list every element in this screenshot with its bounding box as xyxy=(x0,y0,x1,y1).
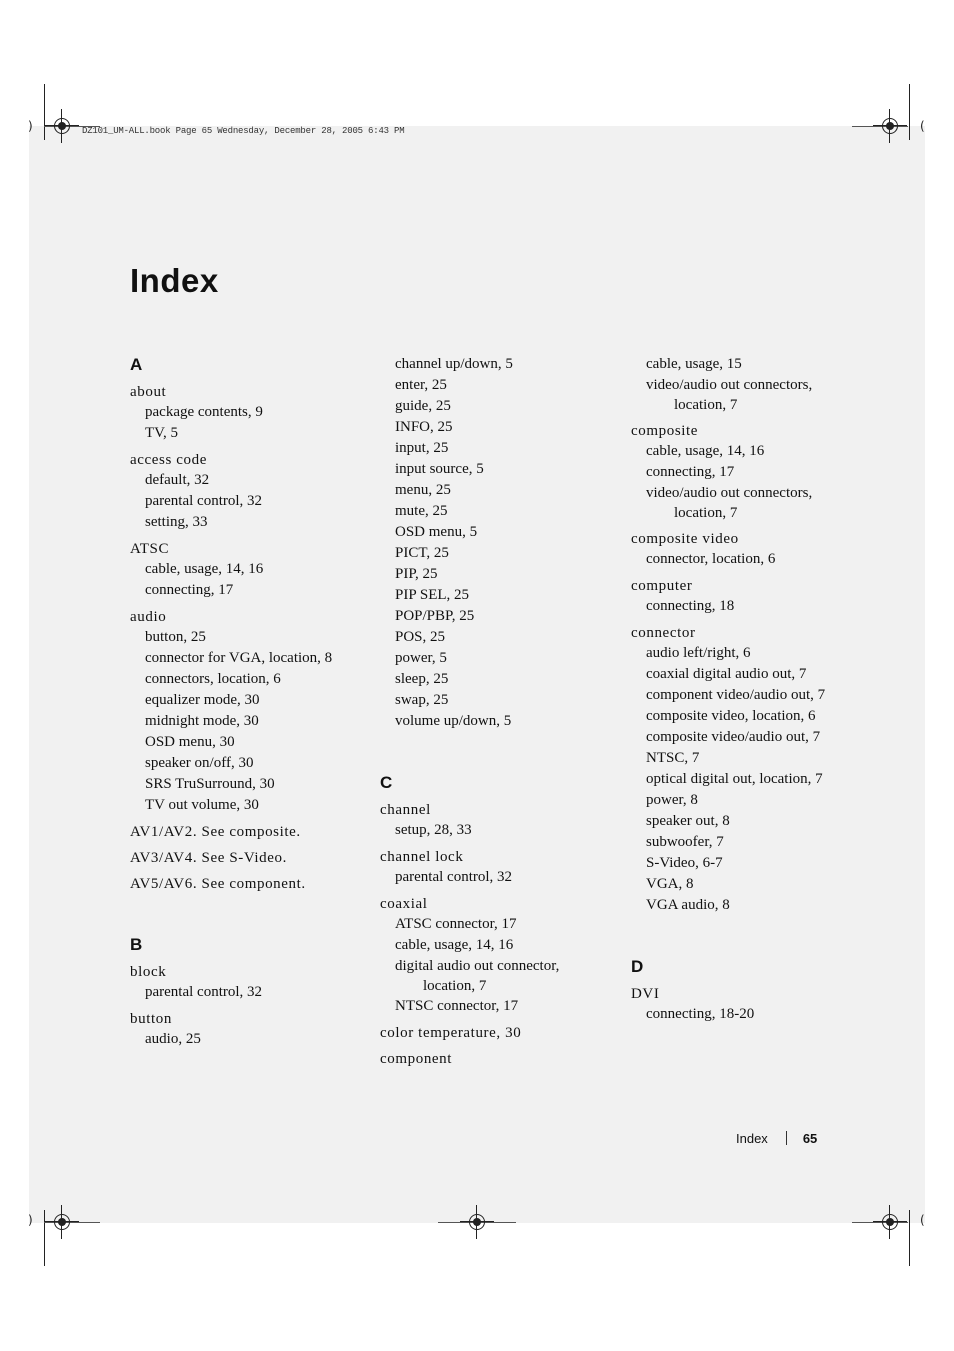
index-subentry: connecting, 17 xyxy=(646,464,735,480)
index-subentry: PIP, 25 xyxy=(395,566,438,582)
index-main-entry: AV1/AV2. See composite. xyxy=(130,824,301,840)
index-subentry: component video/audio out, 7 xyxy=(646,687,826,703)
index-main-entry: channel lock xyxy=(380,849,464,865)
print-slug: DZ101_UM-ALL.book Page 65 Wednesday, December 28, 2005 6:43 PM xyxy=(82,126,405,136)
section-letter: D xyxy=(631,957,644,976)
crop-line-bottom-right xyxy=(909,1210,910,1266)
index-subentry-continuation: location, 7 xyxy=(674,397,738,413)
index-main-entry: connector xyxy=(631,625,696,641)
index-subentry: menu, 25 xyxy=(395,482,451,498)
registration-mark-icon xyxy=(469,1214,485,1230)
footer-section: Index xyxy=(736,1131,768,1146)
index-main-entry: audio xyxy=(130,609,167,625)
index-subentry: cable, usage, 14, 16 xyxy=(145,561,264,577)
index-subentry: audio, 25 xyxy=(145,1031,201,1047)
index-subentry: power, 5 xyxy=(395,650,447,666)
section-letter: B xyxy=(130,935,143,954)
index-subentry: connecting, 18 xyxy=(646,598,735,614)
index-subentry: connector, location, 6 xyxy=(646,551,776,567)
index-subentry: POS, 25 xyxy=(395,629,446,645)
index-subentry: parental control, 32 xyxy=(145,493,263,509)
index-subentry: PICT, 25 xyxy=(395,545,449,561)
index-subentry: coaxial digital audio out, 7 xyxy=(646,666,807,682)
index-subentry: volume up/down, 5 xyxy=(395,713,512,729)
index-subentry: parental control, 32 xyxy=(395,869,513,885)
index-main-entry: computer xyxy=(631,578,693,594)
index-main-entry: component xyxy=(380,1051,453,1067)
index-subentry: speaker out, 8 xyxy=(646,813,730,829)
index-subentry: sleep, 25 xyxy=(395,671,449,687)
crop-line-top-right xyxy=(909,84,910,140)
index-subentry: composite video/audio out, 7 xyxy=(646,729,821,745)
index-subentry: TV, 5 xyxy=(145,425,179,441)
index-subentry: S-Video, 6-7 xyxy=(646,855,723,871)
index-subentry-continuation: location, 7 xyxy=(674,505,738,521)
index-subentry-continuation: location, 7 xyxy=(423,978,487,994)
crop-line-bottom-left xyxy=(44,1210,45,1266)
index-subentry: VGA, 8 xyxy=(646,876,694,892)
section-letter: C xyxy=(380,773,393,792)
index-subentry: TV out volume, 30 xyxy=(145,797,259,813)
index-main-entry: DVI xyxy=(631,986,660,1002)
index-subentry: subwoofer, 7 xyxy=(646,834,724,850)
index-subentry: parental control, 32 xyxy=(145,984,263,1000)
index-subentry: cable, usage, 14, 16 xyxy=(646,443,765,459)
bleed-mark-icon: ) xyxy=(28,1213,33,1227)
crop-line-top-right-h xyxy=(852,126,908,127)
index-subentry: mute, 25 xyxy=(395,503,448,519)
page-title: Index xyxy=(130,262,219,299)
index-column-1 xyxy=(130,354,370,1050)
index-subentry: connector for VGA, location, 8 xyxy=(145,650,333,666)
index-subentry: midnight mode, 30 xyxy=(145,713,259,729)
registration-mark-icon xyxy=(54,1214,70,1230)
index-column-3 xyxy=(631,354,871,1025)
index-subentry: digital audio out connector, xyxy=(395,958,560,974)
index-main-entry: block xyxy=(130,964,167,980)
index-subentry: input source, 5 xyxy=(395,461,484,477)
page-footer xyxy=(736,1131,817,1146)
index-subentry: default, 32 xyxy=(145,472,210,488)
index-subentry: NTSC connector, 17 xyxy=(395,998,519,1014)
index-subentry: SRS TruSurround, 30 xyxy=(145,776,275,792)
page-number: 65 xyxy=(802,1131,818,1146)
index-subentry: OSD menu, 30 xyxy=(145,734,235,750)
index-subentry: optical digital out, location, 7 xyxy=(646,771,823,787)
index-subentry: enter, 25 xyxy=(395,377,447,393)
index-subentry: cable, usage, 15 xyxy=(646,356,742,372)
index-main-entry: color temperature, 30 xyxy=(380,1025,522,1041)
index-subentry: OSD menu, 5 xyxy=(395,524,478,540)
index-subentry: speaker on/off, 30 xyxy=(145,755,254,771)
crop-line-bottom-right-h xyxy=(852,1222,908,1223)
bleed-mark-icon: ) xyxy=(28,119,33,133)
index-main-entry: composite xyxy=(631,423,699,439)
index-subentry: cable, usage, 14, 16 xyxy=(395,937,514,953)
index-subentry: INFO, 25 xyxy=(395,419,453,435)
index-subentry: button, 25 xyxy=(145,629,206,645)
index-subentry: video/audio out connectors, xyxy=(646,377,813,393)
index-column-2 xyxy=(380,354,620,1069)
index-main-entry: AV3/AV4. See S-Video. xyxy=(130,850,287,866)
index-main-entry: about xyxy=(130,384,167,400)
index-main-entry: AV5/AV6. See component. xyxy=(130,876,306,892)
index-main-entry: composite video xyxy=(631,531,739,547)
index-subentry: connectors, location, 6 xyxy=(145,671,281,687)
registration-mark-icon xyxy=(882,118,898,134)
bleed-mark-icon: ( xyxy=(920,119,925,133)
index-subentry: audio left/right, 6 xyxy=(646,645,751,661)
index-main-entry: channel xyxy=(380,802,431,818)
index-subentry: channel up/down, 5 xyxy=(395,356,513,372)
index-subentry: NTSC, 7 xyxy=(646,750,700,766)
index-subentry: input, 25 xyxy=(395,440,449,456)
index-main-entry: coaxial xyxy=(380,896,428,912)
index-subentry: setting, 33 xyxy=(145,514,208,530)
index-subentry: power, 8 xyxy=(646,792,698,808)
index-subentry: connecting, 17 xyxy=(145,582,234,598)
index-subentry: composite video, location, 6 xyxy=(646,708,816,724)
index-subentry: equalizer mode, 30 xyxy=(145,692,260,708)
index-subentry: ATSC connector, 17 xyxy=(395,916,517,932)
registration-mark-icon xyxy=(882,1214,898,1230)
bleed-mark-icon: ( xyxy=(920,1213,925,1227)
index-subentry: package contents, 9 xyxy=(145,404,263,420)
registration-mark-icon xyxy=(54,118,70,134)
index-main-entry: ATSC xyxy=(130,541,170,557)
index-subentry: VGA audio, 8 xyxy=(646,897,730,913)
index-subentry: POP/PBP, 25 xyxy=(395,608,475,624)
index-subentry: video/audio out connectors, xyxy=(646,485,813,501)
index-subentry: swap, 25 xyxy=(395,692,449,708)
crop-line-top-left xyxy=(44,84,45,140)
index-subentry: connecting, 18-20 xyxy=(646,1006,755,1022)
footer-divider xyxy=(786,1131,787,1145)
index-main-entry: button xyxy=(130,1011,172,1027)
index-subentry: setup, 28, 33 xyxy=(395,822,472,838)
crop-line-bottom-left-h xyxy=(44,1222,100,1223)
index-subentry: PIP SEL, 25 xyxy=(395,587,470,603)
section-letter: A xyxy=(130,355,143,374)
index-subentry: guide, 25 xyxy=(395,398,451,414)
index-main-entry: access code xyxy=(130,452,207,468)
